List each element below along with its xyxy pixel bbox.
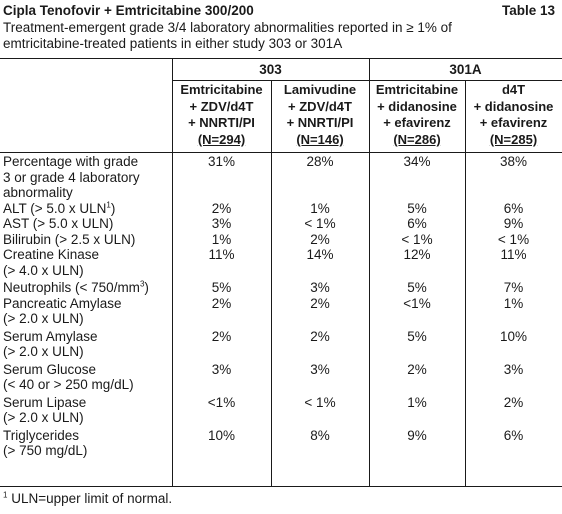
top-rule: [0, 58, 562, 59]
col-label: Emtricitabine: [180, 82, 263, 97]
table-cell: 6%: [503, 427, 524, 443]
table-cell: 2%: [310, 328, 330, 344]
subtitle-line-2: emtricitabine-treated patients in either study 303 or 301A: [3, 35, 343, 51]
table-title: Cipla Tenofovir + Emtricitabine 300/200: [3, 3, 254, 18]
row-label: Bilirubin (> 2.5 x ULN): [3, 231, 136, 247]
table-cell: 9%: [503, 216, 524, 231]
col-label: Lamivudine: [283, 82, 357, 97]
table-cell: <1%: [403, 295, 431, 311]
row-label-line: Serum Glucose: [3, 361, 97, 377]
column-header: [465, 82, 562, 152]
table-cell: < 1%: [401, 231, 433, 247]
table-header: [3, 3, 559, 51]
table-cell: < 1%: [497, 231, 530, 247]
bottom-rule: [0, 486, 562, 487]
col-label: + didanosine: [377, 98, 457, 114]
row-label-text: ): [144, 280, 149, 295]
col-label: d4T: [501, 82, 526, 97]
table-cell: 6%: [407, 216, 427, 231]
table-cell: 34%: [403, 154, 431, 169]
table-cell: 28%: [306, 154, 334, 169]
row-label: [0, 154, 172, 201]
table-cell: 38%: [499, 154, 528, 169]
row-label-line: (< 40 or > 250 mg/dL): [3, 377, 134, 392]
col-n: (N=146): [296, 131, 344, 147]
row-label-line: abnormality: [3, 185, 73, 200]
table-row: [0, 201, 562, 217]
table-cell: 2%: [503, 394, 524, 410]
header-rule: [0, 152, 562, 153]
table-cell: < 1%: [304, 394, 336, 410]
row-label-line: (> 750 mg/dL): [3, 443, 88, 458]
row-label-line: (> 2.0 x ULN): [3, 344, 84, 359]
table-cell: 2%: [310, 295, 330, 311]
study-301a-header: 301A: [449, 62, 482, 77]
row-label-line: (> 4.0 x ULN): [3, 262, 84, 278]
table-row: [0, 247, 562, 278]
col-label: + NNRTI/PI: [286, 115, 354, 131]
row-label-line: Creatine Kinase: [3, 247, 100, 262]
row-label: AST (> 5.0 x ULN): [3, 216, 114, 231]
table-cell: 3%: [310, 361, 330, 377]
table-cell: 5%: [407, 280, 427, 295]
col-label: + efavirenz: [383, 115, 451, 131]
row-label: [0, 428, 172, 459]
table-row: [0, 329, 562, 360]
table-cell: 5%: [407, 200, 427, 216]
table-subtitle: [3, 20, 559, 51]
study-rule: [172, 80, 562, 81]
footnote-mark: 1: [3, 490, 8, 500]
col-n: (N=286): [393, 131, 441, 147]
table-cell: 1%: [211, 231, 232, 247]
row-label-text: Neutrophils (< 750/mm: [3, 280, 140, 295]
row-label: [0, 280, 172, 296]
table-cell: 3%: [211, 361, 232, 377]
table-cell: 12%: [403, 247, 431, 262]
column-header: [271, 82, 369, 152]
superscript: 3: [139, 279, 145, 289]
table-cell: 2%: [211, 328, 232, 344]
footnote-ref: 1: [106, 200, 111, 209]
footnote: [3, 491, 172, 507]
table-cell: 3%: [310, 280, 330, 295]
table-cell: 6%: [503, 200, 524, 216]
column-header: [369, 82, 465, 152]
row-label-line: (> 2.0 x ULN): [3, 311, 84, 326]
table-cell: 1%: [503, 295, 524, 311]
col-n: (N=294): [197, 131, 246, 147]
table-cell: 1%: [407, 394, 427, 410]
row-label-line: Serum Amylase: [3, 328, 98, 344]
table-body: [0, 154, 562, 459]
table-cell: 31%: [207, 154, 236, 169]
table-number: Table 13: [501, 3, 555, 18]
col-n: (N=285): [489, 131, 538, 147]
table-row: [0, 216, 562, 232]
row-label-line: Percentage with grade: [3, 154, 139, 169]
column-header: [172, 82, 271, 152]
col-label: + NNRTI/PI: [188, 115, 255, 131]
table-cell: 8%: [310, 427, 330, 443]
table-cell: 7%: [503, 280, 524, 295]
table-row: [0, 395, 562, 426]
row-label-line: 3 or grade 4 laboratory: [3, 169, 140, 185]
row-label: [0, 329, 172, 360]
table-row: [0, 362, 562, 393]
table-cell: 10%: [499, 328, 528, 344]
row-label: [0, 362, 172, 393]
table-cell: 2%: [211, 295, 232, 311]
row-label: [0, 296, 172, 327]
subtitle-line-1: Treatment-emergent grade 3/4 laboratory abnormalities reported in ≥ 1% of: [3, 20, 452, 35]
table-cell: 14%: [306, 247, 334, 262]
col-label: + ZDV/d4T: [288, 98, 352, 114]
table-row: [0, 154, 562, 201]
table-cell: 3%: [503, 361, 524, 377]
row-label-line: Serum Lipase: [3, 394, 87, 410]
table-cell: 1%: [310, 200, 330, 216]
table-cell: <1%: [207, 394, 236, 410]
table-cell: 5%: [211, 280, 232, 295]
row-label-line: Triglycerides: [3, 427, 80, 443]
footnote-text: ULN=upper limit of normal.: [7, 491, 173, 506]
table-cell: 10%: [207, 427, 236, 443]
study-303-header: 303: [259, 62, 282, 77]
col-label: + ZDV/d4T: [189, 98, 254, 114]
row-label: [0, 395, 172, 426]
table-cell: 3%: [211, 216, 232, 231]
col-label: + didanosine: [473, 98, 554, 114]
table-row: [0, 428, 562, 459]
table-cell: 2%: [310, 231, 330, 247]
col-label: Emtricitabine: [375, 82, 459, 97]
row-label-line: Pancreatic Amylase: [3, 295, 122, 311]
table-cell: 9%: [407, 427, 427, 443]
row-label-text: ): [110, 200, 116, 216]
table-row: [0, 232, 562, 248]
row-label: [0, 201, 172, 217]
table-row: [0, 280, 562, 296]
table-cell: 11%: [208, 247, 235, 262]
row-label: [0, 247, 172, 278]
table-cell: 11%: [500, 247, 527, 262]
table-row: [0, 296, 562, 327]
table-cell: < 1%: [304, 216, 336, 231]
row-label-line: (> 2.0 x ULN): [3, 410, 84, 425]
row-label-text: ALT (> 5.0 x ULN: [3, 200, 107, 216]
table-cell: 5%: [407, 328, 427, 344]
col-label: + efavirenz: [479, 115, 548, 131]
table-cell: 2%: [407, 361, 427, 377]
table-cell: 2%: [211, 200, 232, 216]
